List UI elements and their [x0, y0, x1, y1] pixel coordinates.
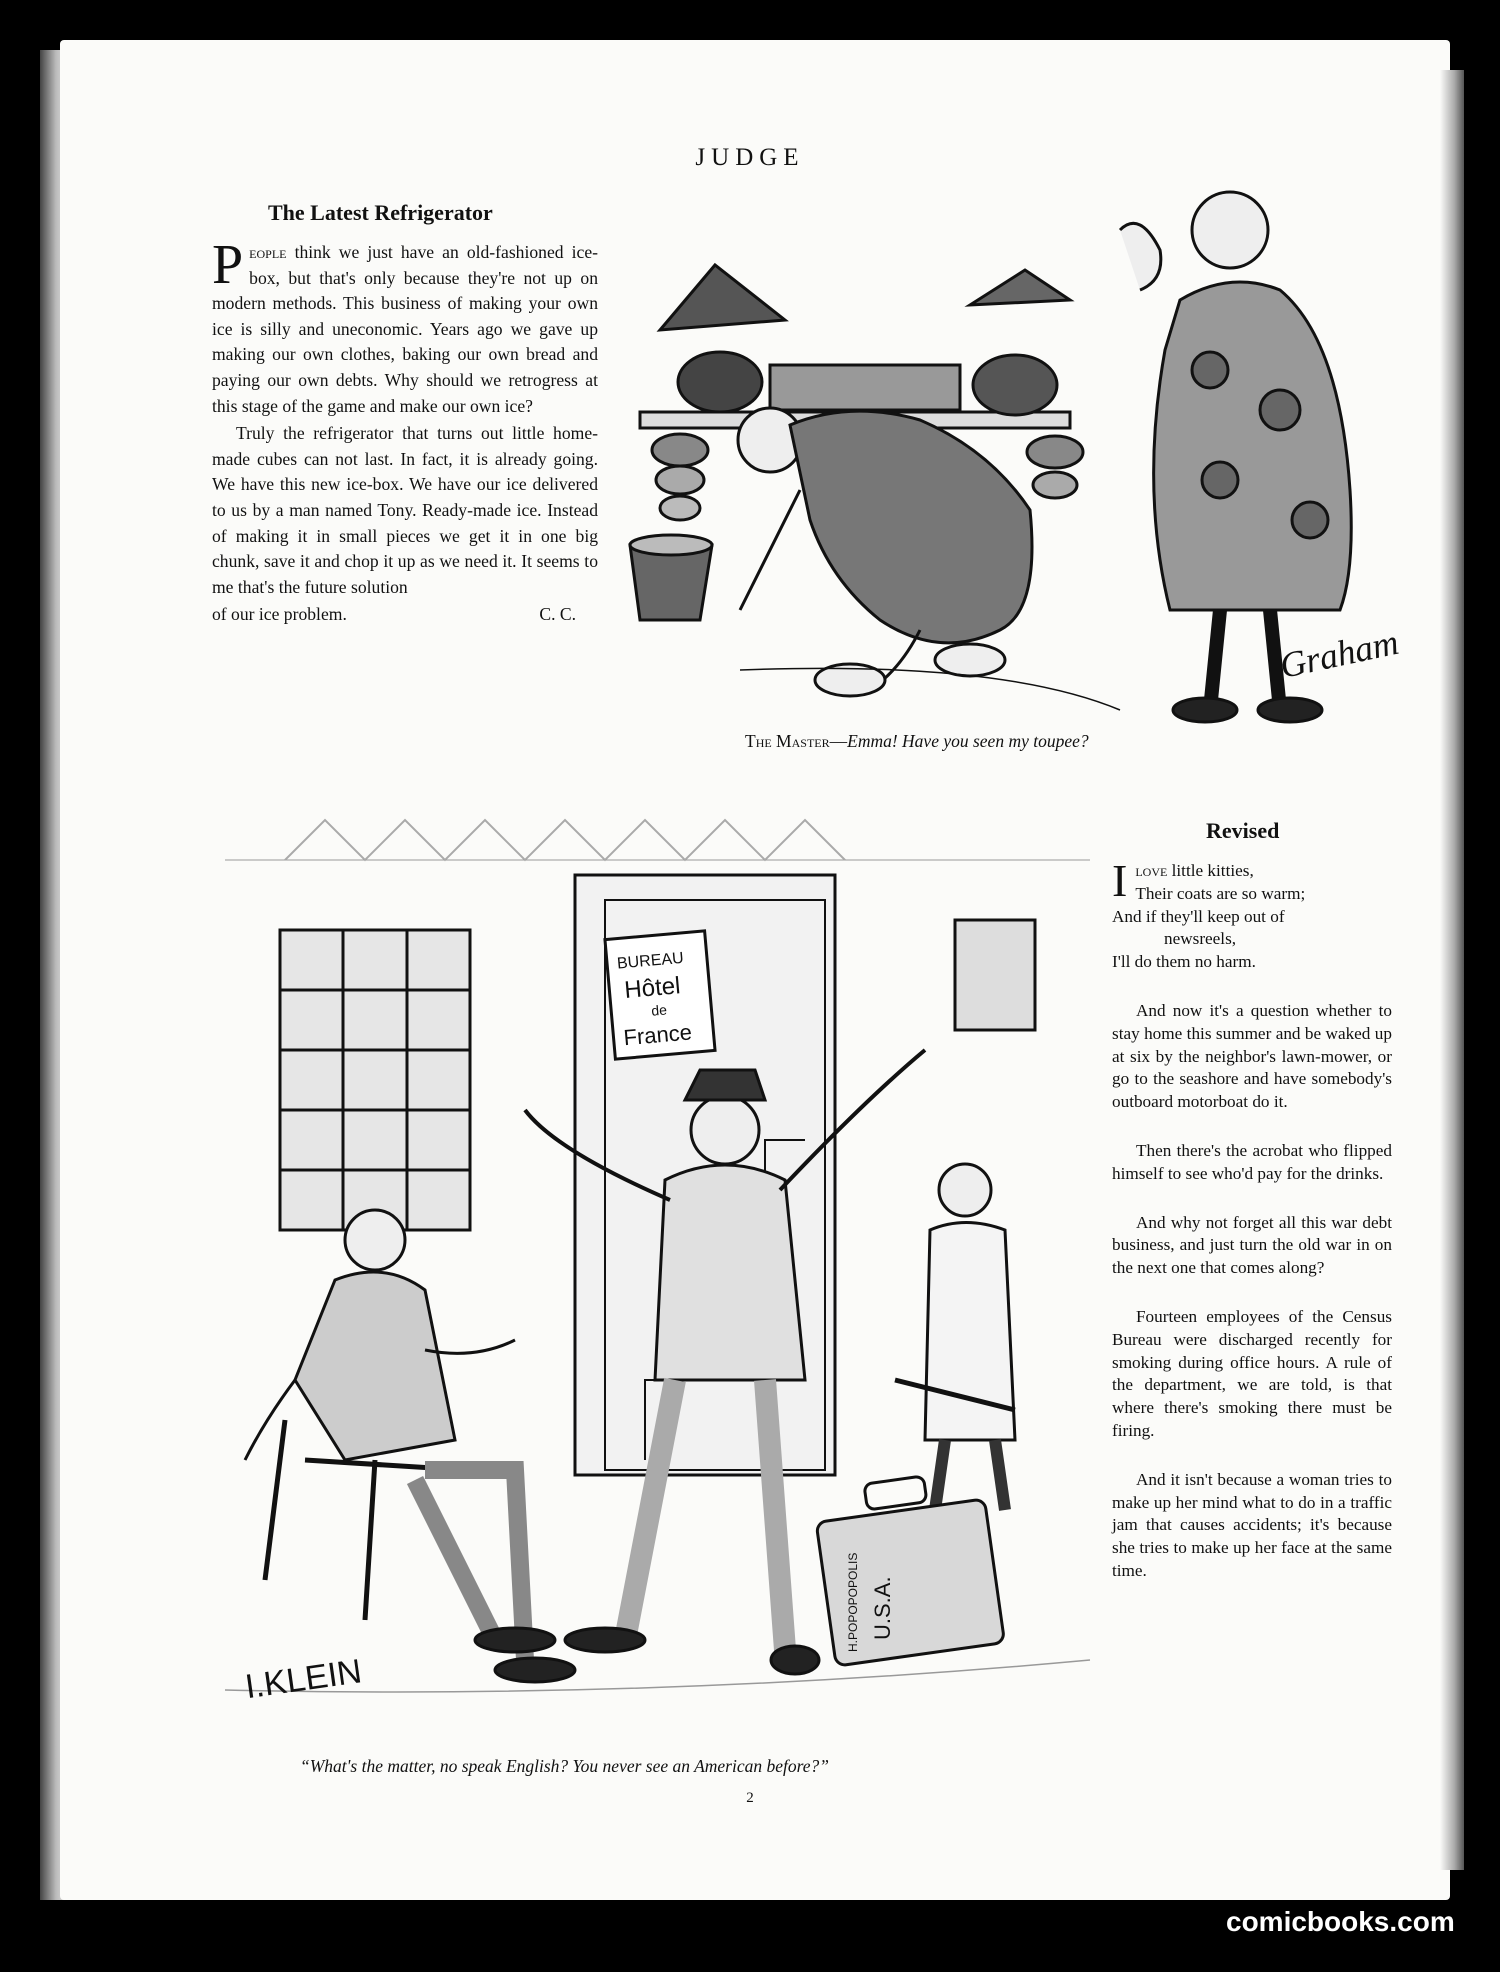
cartoon1-caption: The Master—Emma! Have you seen my toupee?	[745, 731, 1089, 751]
hotel-sign-line3: de	[650, 1001, 668, 1019]
suitcase-label-2: U.S.A.	[870, 1576, 895, 1640]
revised-paragraph-1: And now it's a question whether to stay home this summer and be waked up at six by the neighbor's lawn-mower, or go to the seashore and have somebody's outboard motorboat do it.	[1112, 1000, 1392, 1112]
revised-paragraph-2: Then there's the acrobat who flipped himself to see who'd pay for the drinks.	[1112, 1140, 1392, 1183]
cartoon-hotel-lobby	[225, 820, 1090, 1750]
hotel-sign-line2: Hôtel	[623, 972, 682, 1005]
poem-line-3: And if they'll keep out of	[1112, 906, 1285, 926]
suitcase-label-1: H.POPOPOPOLIS	[846, 1552, 860, 1652]
poem-line-5: I'll do them no harm.	[1112, 952, 1256, 972]
cartoon-master-and-maid	[620, 190, 1403, 720]
revised-paragraph-3: And why not forget all this war debt business, and just turn the old war in on the next one that comes along?	[1112, 1212, 1392, 1278]
revised-paragraph-5: And it isn't because a woman tries to make up her mind what to do in a traffic jam that causes accidents; it's because she tries to make up her face at the same time.	[1112, 1469, 1392, 1580]
paragraph-1	[212, 234, 598, 419]
revised-paragraph-4: Fourteen employees of the Census Bureau were discharged recently for smoking during office hours. A rule of the department, we are told, is that where there's smoking there must be firing.	[1112, 1306, 1392, 1440]
drop-cap-i: I	[1112, 855, 1128, 906]
paragraph-1-rest: think we just have an old-fashioned ice-box, but that's only because they're not up on modern methods. This business of making your own ice is silly and uneconomic. Years ago we gave up making our own clothes, baking our own bread and paying our own debts. Why should we retrogress at this stage of the game and make our own ice?	[212, 242, 598, 416]
page-number: 2	[746, 1790, 754, 1806]
hotel-sign-line4: France	[622, 1019, 693, 1051]
cartoon1-signature: Graham	[1276, 621, 1403, 686]
cartoon2-signature: I.KLEIN	[242, 1652, 365, 1707]
cartoon2-caption: “What's the matter, no speak English? You never see an American before?”	[300, 1756, 830, 1776]
caption-text: Emma! Have you seen my toupee?	[847, 731, 1089, 751]
poem-line-4: newsreels,	[1164, 929, 1237, 949]
poem-line-1-rest: little kitties,	[1167, 861, 1254, 880]
article-title-revised: Revised	[1206, 818, 1280, 843]
running-head: JUDGE	[695, 144, 805, 171]
hotel-sign-line1: BUREAU	[616, 949, 685, 973]
article-body-revised	[1112, 855, 1392, 1609]
article-body-refrigerator	[212, 234, 598, 628]
lead-smallcaps: eople	[249, 242, 287, 262]
caption-speaker: The Master	[745, 731, 830, 751]
last-line: of our ice problem.	[212, 604, 347, 625]
last-line-with-signature	[212, 602, 598, 628]
poem-line-2: Their coats are so warm;	[1135, 883, 1306, 903]
watermark: comicbooks.com	[1226, 1906, 1455, 1937]
author-signature: C. C.	[539, 604, 576, 625]
article-title-refrigerator: The Latest Refrigerator	[268, 200, 493, 225]
paragraph-2: Truly the refrigerator that turns out little home-made cubes can not last. In fact, it is already going. We have this new ice-box. We have our ice delivered to us by a man named Tony. Ready-made ice. Instead of making it in small pieces we get it in one big chunk, save it and chop it up as we need it. It seems to me that's the future solution	[212, 423, 598, 597]
poem-line-1-smallcaps: love	[1135, 861, 1168, 880]
drop-cap: P	[212, 234, 244, 296]
poem-stanza	[1112, 855, 1392, 974]
